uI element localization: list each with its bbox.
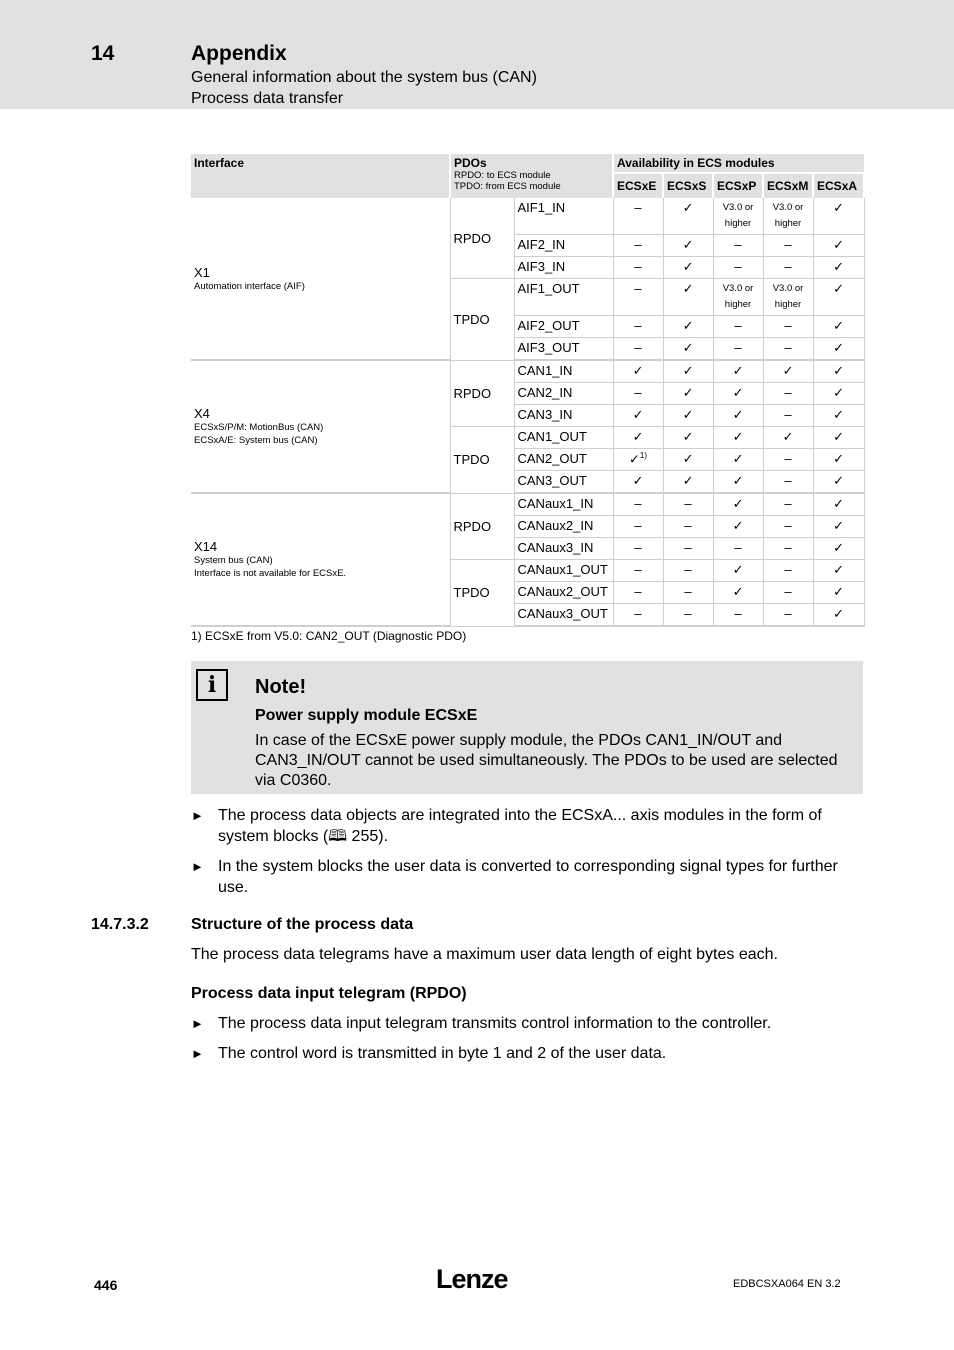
availability-cell	[813, 383, 864, 405]
header-module: ECSxS	[663, 173, 713, 198]
availability-cell	[763, 279, 813, 316]
availability-value: –	[634, 385, 642, 400]
availability-cell	[663, 198, 713, 235]
pdo-availability-table	[191, 154, 865, 627]
availability-value: –	[784, 518, 792, 533]
chapter-number: 14	[91, 42, 115, 65]
document-id: EDBCSXA064 EN 3.2	[733, 1278, 841, 1290]
availability-cell	[763, 405, 813, 427]
availability-cell	[763, 471, 813, 494]
availability-cell	[763, 257, 813, 279]
table-row	[191, 198, 864, 235]
availability-cell	[663, 516, 713, 538]
availability-value: ✓	[732, 584, 744, 599]
availability-value: –	[784, 385, 792, 400]
availability-value: –	[734, 259, 742, 274]
availability-value: ✓	[833, 363, 844, 378]
table-row	[191, 360, 864, 383]
availability-value: –	[784, 318, 792, 333]
availability-cell	[813, 316, 864, 338]
availability-cell	[663, 560, 713, 582]
availability-cell	[663, 427, 713, 449]
availability-value: ✓	[732, 385, 744, 400]
availability-value: ✓	[833, 385, 844, 400]
availability-cell	[713, 360, 763, 383]
availability-value: –	[684, 496, 692, 511]
availability-cell	[613, 405, 663, 427]
list-item	[191, 1043, 863, 1064]
header-module: ECSxE	[613, 173, 663, 198]
availability-cell	[713, 560, 763, 582]
availability-cell	[813, 235, 864, 257]
availability-value: –	[784, 606, 792, 621]
availability-cell	[613, 383, 663, 405]
availability-cell	[613, 471, 663, 494]
availability-cell	[663, 471, 713, 494]
interface-name: X1	[194, 264, 210, 280]
availability-value: ✓	[732, 562, 744, 577]
availability-cell	[813, 582, 864, 604]
interface-name: X4	[194, 406, 210, 421]
pdo-name-cell: CAN3_OUT	[514, 471, 613, 494]
availability-value: –	[684, 606, 692, 621]
availability-cell	[713, 582, 763, 604]
availability-cell	[663, 449, 713, 471]
table-row	[191, 493, 864, 516]
availability-cell	[713, 257, 763, 279]
availability-value: –	[734, 318, 742, 333]
availability-value: ✓	[682, 407, 694, 422]
availability-cell	[713, 338, 763, 361]
note-subtitle: Power supply module ECSxE	[255, 707, 478, 724]
availability-value: ✓	[682, 200, 694, 215]
availability-cell	[613, 257, 663, 279]
availability-value: ✓	[833, 540, 844, 555]
header-interface: Interface	[191, 154, 450, 198]
list-item-text: The process data objects are integrated into the ECSxA... axis modules in the form of system blocks (🕮 255).	[218, 807, 822, 845]
availability-value: –	[684, 540, 692, 555]
availability-cell	[813, 198, 864, 235]
header-module: ECSxA	[813, 173, 864, 198]
pdo-name-cell: AIF3_IN	[514, 257, 613, 279]
availability-value: –	[684, 584, 692, 599]
availability-cell	[663, 338, 713, 361]
availability-cell	[663, 538, 713, 560]
pdo-name-cell: AIF2_IN	[514, 235, 613, 257]
availability-value: –	[784, 562, 792, 577]
page-number: 446	[94, 1277, 118, 1293]
availability-cell	[763, 427, 813, 449]
pdo-name-cell: CAN1_OUT	[514, 427, 613, 449]
availability-cell	[763, 449, 813, 471]
availability-value: ✓	[833, 200, 844, 215]
availability-value: –	[734, 237, 742, 252]
pdo-name-cell: AIF2_OUT	[514, 316, 613, 338]
availability-value: ✓	[782, 363, 794, 378]
header-subtitle-2: Process data transfer	[191, 90, 344, 107]
availability-cell	[613, 582, 663, 604]
availability-cell	[813, 279, 864, 316]
availability-value: –	[684, 518, 692, 533]
availability-value: ✓	[732, 518, 744, 533]
availability-cell	[763, 198, 813, 235]
availability-value: ✓	[682, 429, 694, 444]
availability-value: V3.0 or higher	[772, 283, 804, 310]
availability-cell	[813, 338, 864, 361]
availability-value: ✓	[732, 496, 744, 511]
availability-value: ✓	[833, 562, 844, 577]
availability-cell	[713, 198, 763, 235]
pdo-group-cell: RPDO	[450, 493, 514, 560]
pdo-group-cell: RPDO	[450, 360, 514, 427]
availability-value: –	[784, 496, 792, 511]
availability-cell	[713, 449, 763, 471]
pdo-group-cell: RPDO	[450, 198, 514, 279]
availability-cell	[763, 516, 813, 538]
list-item	[191, 856, 863, 898]
availability-value: ✓	[629, 451, 640, 467]
availability-value: –	[734, 606, 742, 621]
availability-cell	[663, 279, 713, 316]
availability-cell	[713, 235, 763, 257]
pdo-name-cell: CANaux3_OUT	[514, 604, 613, 627]
header-availability: Availability in ECS modules	[613, 154, 864, 173]
availability-value: –	[784, 259, 792, 274]
availability-value: –	[634, 340, 642, 355]
availability-cell	[763, 338, 813, 361]
availability-value: –	[784, 237, 792, 252]
availability-value: –	[634, 584, 642, 599]
pdo-name-cell: CANaux1_OUT	[514, 560, 613, 582]
availability-value: –	[634, 318, 642, 333]
availability-cell	[763, 582, 813, 604]
pdo-group-cell: TPDO	[450, 279, 514, 361]
bullet-arrow-icon: ►	[191, 859, 204, 874]
availability-cell	[663, 257, 713, 279]
pdo-name-cell: AIF1_IN	[514, 198, 613, 235]
availability-cell	[613, 338, 663, 361]
interface-cell	[191, 493, 450, 626]
pdo-name-cell: CANaux3_IN	[514, 538, 613, 560]
availability-value: ✓	[682, 237, 694, 252]
availability-cell	[713, 383, 763, 405]
availability-value: –	[634, 518, 642, 533]
availability-value: ✓	[833, 318, 844, 333]
table-footnote: 1) ECSxE from V5.0: CAN2_OUT (Diagnostic PDO)	[191, 629, 467, 643]
pdo-name-cell: CAN3_IN	[514, 405, 613, 427]
availability-cell	[713, 604, 763, 627]
availability-value: ✓	[833, 340, 844, 355]
availability-cell	[613, 235, 663, 257]
availability-cell	[613, 449, 663, 471]
availability-cell	[813, 449, 864, 471]
availability-value: –	[634, 281, 642, 296]
pdo-group-cell: TPDO	[450, 560, 514, 627]
availability-value: ✓	[632, 473, 644, 488]
section-intro: The process data telegrams have a maximum user data length of eight bytes each.	[191, 946, 778, 963]
availability-cell	[763, 538, 813, 560]
footnote-mark: 1)	[639, 451, 648, 460]
availability-value: ✓	[833, 584, 844, 599]
interface-description: System bus (CAN)	[194, 555, 273, 566]
bullet-arrow-icon: ►	[191, 1016, 204, 1031]
availability-cell	[763, 383, 813, 405]
availability-cell	[713, 427, 763, 449]
availability-cell	[813, 538, 864, 560]
pdo-name-cell: CAN2_IN	[514, 383, 613, 405]
interface-description: ECSxS/P/M: MotionBus (CAN)	[194, 422, 324, 433]
header-module: ECSxM	[763, 173, 813, 198]
availability-value: ✓	[732, 473, 744, 488]
availability-cell	[813, 493, 864, 516]
availability-value: –	[634, 259, 642, 274]
availability-cell	[813, 471, 864, 494]
availability-value: ✓	[833, 451, 844, 466]
pdo-group-cell: TPDO	[450, 427, 514, 494]
bullet-arrow-icon: ►	[191, 1046, 204, 1061]
availability-cell	[613, 279, 663, 316]
section-title: Structure of the process data	[191, 916, 414, 933]
availability-cell	[613, 360, 663, 383]
pdo-name-cell: CAN2_OUT	[514, 449, 613, 471]
availability-cell	[813, 560, 864, 582]
availability-cell	[763, 560, 813, 582]
availability-cell	[663, 604, 713, 627]
availability-value: ✓	[682, 473, 694, 488]
availability-value: ✓	[682, 318, 694, 333]
availability-cell	[713, 279, 763, 316]
availability-value: ✓	[833, 429, 844, 444]
availability-cell	[613, 604, 663, 627]
availability-cell	[663, 383, 713, 405]
availability-value: ✓	[682, 259, 694, 274]
availability-cell	[763, 360, 813, 383]
availability-cell	[763, 316, 813, 338]
availability-cell	[613, 316, 663, 338]
interface-description: Interface is not available for ECSxE.	[194, 568, 347, 579]
availability-cell	[663, 235, 713, 257]
list-item	[191, 805, 863, 847]
availability-cell	[713, 405, 763, 427]
interface-cell	[191, 360, 450, 493]
lenze-logo: Lenze	[436, 1264, 508, 1294]
list-item-text: In the system blocks the user data is converted to corresponding signal types for further use.	[218, 858, 838, 896]
availability-cell	[613, 516, 663, 538]
availability-value: ✓	[732, 363, 744, 378]
interface-cell	[191, 198, 450, 360]
availability-cell	[763, 604, 813, 627]
pdo-name-cell: CANaux2_IN	[514, 516, 613, 538]
availability-value: ✓	[833, 259, 844, 274]
availability-cell	[813, 516, 864, 538]
availability-value: –	[784, 451, 792, 466]
availability-value: ✓	[833, 473, 844, 488]
availability-cell	[613, 560, 663, 582]
availability-value: V3.0 or higher	[722, 202, 754, 229]
interface-name: X14	[194, 539, 218, 554]
availability-value: ✓	[682, 340, 694, 355]
availability-cell	[763, 493, 813, 516]
availability-value: V3.0 or higher	[722, 283, 754, 310]
availability-value: –	[684, 562, 692, 577]
pdo-name-cell: CANaux2_OUT	[514, 582, 613, 604]
availability-cell	[663, 405, 713, 427]
availability-cell	[813, 604, 864, 627]
availability-value: ✓	[833, 237, 844, 252]
availability-cell	[813, 405, 864, 427]
availability-value: ✓	[682, 451, 694, 466]
availability-value: ✓	[632, 363, 644, 378]
availability-cell	[813, 257, 864, 279]
subheading: Process data input telegram (RPDO)	[191, 985, 467, 1002]
list-item-text: The control word is transmitted in byte 1 and 2 of the user data.	[218, 1045, 667, 1062]
section-number: 14.7.3.2	[91, 916, 149, 933]
header-pdos: PDOs RPDO: to ECS module TPDO: from ECS module	[450, 154, 613, 198]
availability-cell	[713, 538, 763, 560]
availability-cell	[613, 427, 663, 449]
availability-value: –	[634, 606, 642, 621]
availability-cell	[613, 198, 663, 235]
note-text: In case of the ECSxE power supply module, the PDOs CAN1_IN/OUT and CAN3_IN/OUT cannot be used simultaneously. The PDOs to be used are selected via C0360.	[255, 732, 838, 789]
page-header	[0, 0, 954, 109]
info-icon: i	[196, 669, 228, 701]
availability-value: ✓	[682, 281, 694, 296]
availability-cell	[713, 516, 763, 538]
availability-value: ✓	[782, 429, 794, 444]
pdo-name-cell: CANaux1_IN	[514, 493, 613, 516]
availability-value: –	[634, 540, 642, 555]
availability-cell	[613, 493, 663, 516]
availability-cell	[613, 538, 663, 560]
availability-value: ✓	[833, 281, 844, 296]
availability-cell	[813, 427, 864, 449]
list-item-text: The process data input telegram transmits control information to the controller.	[218, 1015, 772, 1032]
availability-value: –	[634, 200, 642, 215]
availability-value: ✓	[632, 407, 644, 422]
availability-value: V3.0 or higher	[772, 202, 804, 229]
availability-value: ✓	[682, 363, 694, 378]
bullet-arrow-icon: ►	[191, 808, 204, 823]
availability-cell	[663, 493, 713, 516]
header-subtitle-1: General information about the system bus (CAN)	[191, 69, 537, 86]
availability-value: –	[784, 340, 792, 355]
availability-value: –	[784, 407, 792, 422]
availability-cell	[713, 316, 763, 338]
availability-value: –	[784, 584, 792, 599]
note-title: Note!	[255, 676, 307, 698]
availability-cell	[663, 582, 713, 604]
availability-cell	[813, 360, 864, 383]
availability-value: ✓	[732, 429, 744, 444]
availability-value: ✓	[732, 451, 744, 466]
availability-value: –	[634, 562, 642, 577]
table-body	[191, 198, 864, 626]
pdo-name-cell: CAN1_IN	[514, 360, 613, 383]
availability-cell	[663, 316, 713, 338]
availability-value: ✓	[833, 518, 844, 533]
availability-value: ✓	[833, 606, 844, 621]
availability-value: –	[784, 473, 792, 488]
availability-cell	[713, 493, 763, 516]
header-module: ECSxP	[713, 173, 763, 198]
availability-value: ✓	[833, 496, 844, 511]
availability-value: ✓	[732, 407, 744, 422]
note-box	[191, 661, 863, 794]
pdo-name-cell: AIF3_OUT	[514, 338, 613, 361]
interface-description: Automation interface (AIF)	[194, 280, 305, 292]
interface-description: ECSxA/E: System bus (CAN)	[194, 435, 318, 446]
availability-value: –	[634, 496, 642, 511]
availability-value: –	[734, 340, 742, 355]
chapter-title: Appendix	[191, 42, 287, 65]
availability-value: –	[634, 237, 642, 252]
list-item	[191, 1013, 863, 1034]
availability-value: ✓	[682, 385, 694, 400]
availability-value: ✓	[632, 429, 644, 444]
availability-value: ✓	[833, 407, 844, 422]
availability-value: –	[784, 540, 792, 555]
availability-cell	[713, 471, 763, 494]
availability-cell	[763, 235, 813, 257]
availability-value: –	[734, 540, 742, 555]
availability-cell	[663, 360, 713, 383]
pdo-name-cell: AIF1_OUT	[514, 279, 613, 316]
